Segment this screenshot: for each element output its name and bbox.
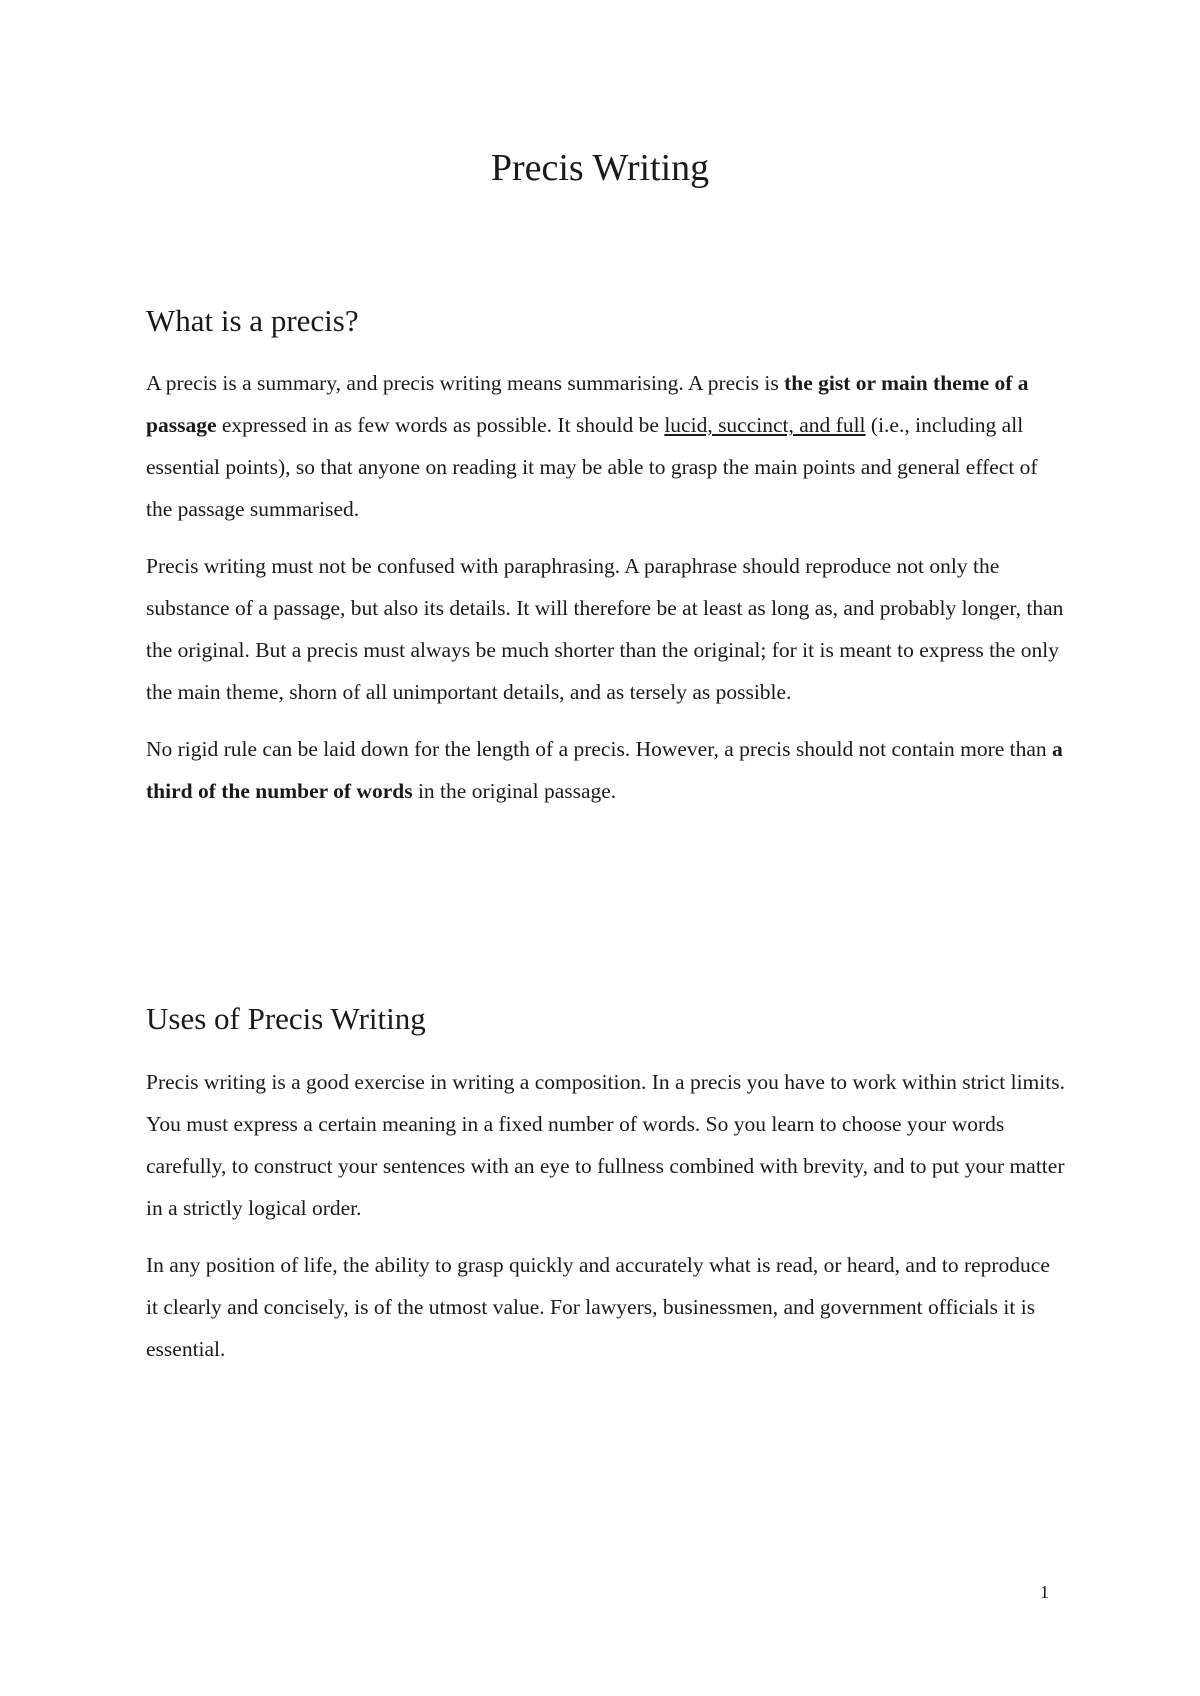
document-title: Precis Writing — [490, 147, 710, 189]
bold-text: the gist or main theme of a passage — [146, 371, 1029, 438]
text-run: (i.e., including all essential points), so that anyone on reading it may be able to grasp the main points and general effect of the passage summarised. — [146, 413, 1038, 522]
page-number: 1 — [1040, 1582, 1049, 1602]
paragraph: Precis writing is a good exercise in writing a composition. In a precis you have to work within strict limits. You must express a certain meaning in a fixed number of words. So you learn to choose your words carefully, to construct your sentences with an eye to fullness combined with brevity, and to put your matter in a strictly logical order. — [146, 1070, 1065, 1221]
text-run: in the original passage. — [412, 779, 617, 804]
underlined-text: lucid, succinct, and full — [664, 413, 866, 438]
paragraph — [146, 362, 1066, 530]
paragraph: In any position of life, the ability to grasp quickly and accurately what is read, or heard, and to reproduce it clearly and concisely, is of the utmost value. For lawyers, businessmen, and government officials it is essential. — [146, 1253, 1050, 1362]
section-heading: What is a precis? — [146, 303, 359, 338]
paragraph: Precis writing must not be confused with paraphrasing. A paraphrase should reproduce not only the substance of a passage, but also its details. It will therefore be at least as long as, and probably longer, than the original. But a precis must always be much shorter than the original; for it is meant to express the only the main theme, shorn of all unimportant details, and as tersely as possible. — [146, 554, 1064, 705]
section-uses-of-precis — [146, 1000, 1066, 1385]
text-run: No rigid rule can be laid down for the length of a precis. However, a precis should not contain more than — [146, 737, 1053, 762]
text-run: expressed in as few words as possible. It should be — [216, 413, 665, 438]
section-what-is-precis — [146, 302, 1066, 827]
paragraph — [146, 728, 1066, 812]
bold-text: a third of the number of words — [146, 737, 1063, 804]
section-heading: Uses of Precis Writing — [146, 1001, 426, 1036]
text-run: A precis is a summary, and precis writing means summarising. A precis is — [146, 371, 785, 396]
